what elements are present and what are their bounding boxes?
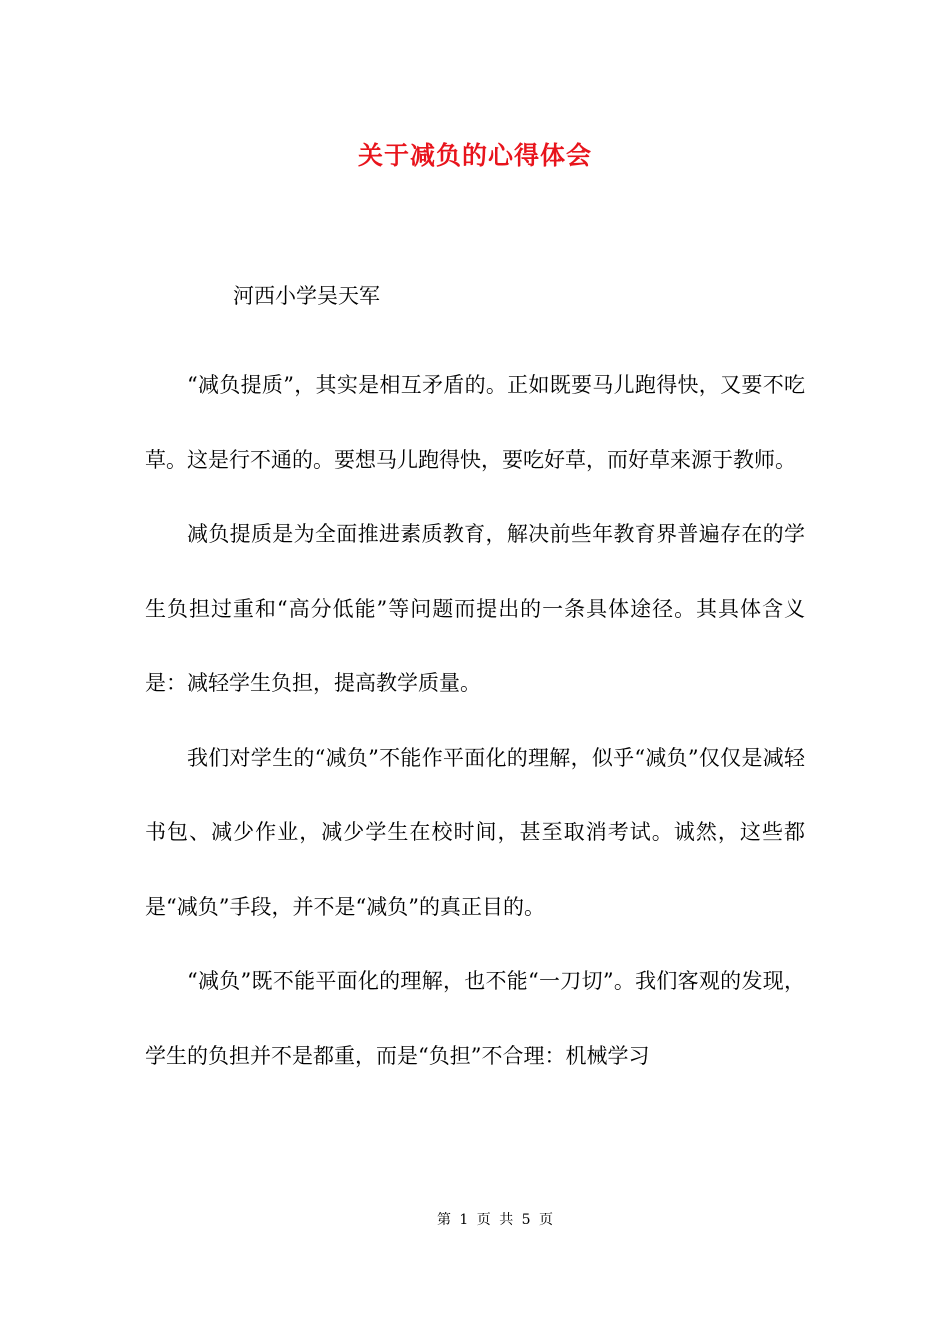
document-title: 关于减负的心得体会: [357, 141, 592, 170]
page-footer: 第 1 页 共 5 页: [436, 1212, 554, 1228]
paragraph: “减负”既不能平面化的理解，也不能“一刀切”。我们客观的发现，学生的负担并不是都重，而是“负担”不合理：机械学习: [145, 969, 805, 1068]
paragraph: 我们对学生的“减负”不能作平面化的理解，似乎“减负”仅仅是减轻书包、减少作业，减少学生在校时间，甚至取消考试。诚然，这些都是“减负”手段，并不是“减负”的真正目的。: [145, 745, 805, 919]
paragraph: 减负提质是为全面推进素质教育，解决前些年教育界普遍存在的学生负担过重和“高分低能”等问题而提出的一条具体途径。其具体含义是：减轻学生负担，提高教学质量。: [145, 522, 805, 695]
paragraph: “减负提质”，其实是相互矛盾的。正如既要马儿跑得快，又要不吃草。这是行不通的。要想马儿跑得快，要吃好草，而好草来源于教师。: [145, 373, 805, 472]
author-line: 河西小学吴天军: [233, 284, 380, 308]
document-body: [145, 348, 805, 1093]
